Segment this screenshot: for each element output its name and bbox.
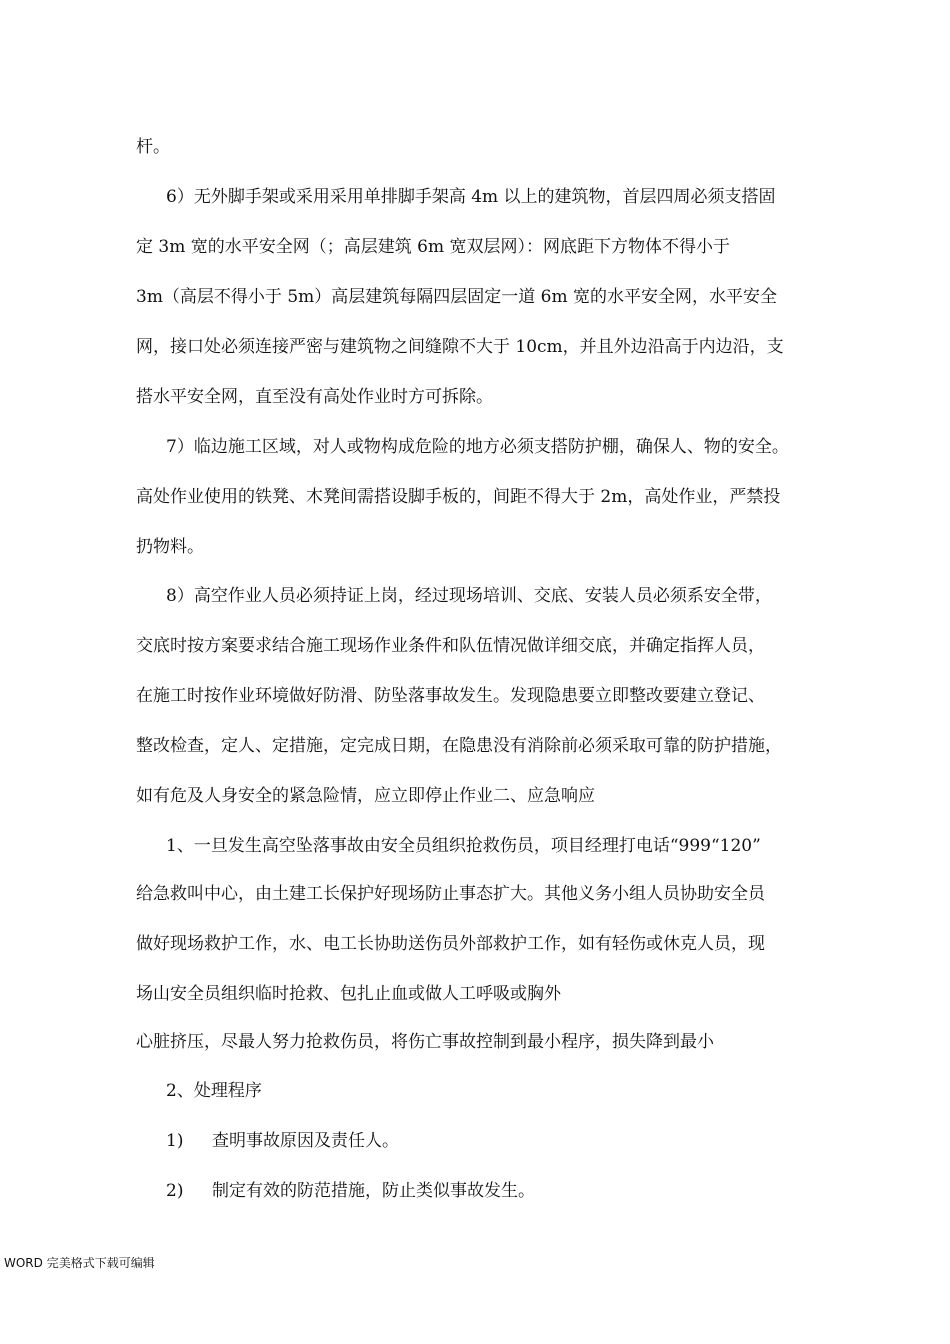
paragraph-line: 3m（高层不得小于 5m）高层建筑每隔四层固定一道 6m 宽的水平安全网，水平安全: [136, 287, 778, 307]
paragraph-line: 心脏挤压，尽最人努力抢救伤员，将伤亡事故控制到最小程序，损失降到最小: [136, 1032, 714, 1052]
paragraph-line: 如有危及人身安全的紧急险情，应立即停止作业二、应急响应: [136, 786, 595, 806]
paragraph-line: 扔物料。: [136, 537, 204, 557]
section-heading: 2、处理程序: [166, 1081, 262, 1101]
list-item-text: 制定有效的防范措施，防止类似事故发生。: [212, 1181, 535, 1201]
list-item-number: 2): [166, 1181, 184, 1201]
paragraph-line: 场山安全员组织临时抢救、包扎止血或做人工呼吸或胸外: [136, 984, 561, 1004]
paragraph-line: 杆。: [136, 137, 170, 157]
paragraph-line: 网，接口处必须连接严密与建筑物之间缝隙不大于 10cm，并且外边沿高于内边沿，支: [136, 337, 784, 357]
paragraph-line: 搭水平安全网，直至没有高处作业时方可拆除。: [136, 387, 493, 407]
paragraph-line: 在施工时按作业环境做好防滑、防坠落事故发生。发现隐患要立即整改要建立登记、: [136, 686, 765, 706]
list-item-text: 查明事故原因及责任人。: [212, 1131, 399, 1151]
paragraph-line: 7）临边施工区域，对人或物构成危险的地方必须支搭防护棚，确保人、物的安全。: [166, 437, 789, 457]
paragraph-line: 6）无外脚手架或采用采用单排脚手架高 4m 以上的建筑物，首层四周必须支搭固: [166, 187, 776, 207]
paragraph-line: 交底时按方案要求结合施工现场作业条件和队伍情况做详细交底，并确定指挥人员，: [136, 636, 765, 656]
paragraph-line: 定 3m 宽的水平安全网（；高层建筑 6m 宽双层网）：网底距下方物体不得小于: [136, 237, 730, 257]
list-item-number: 1): [166, 1131, 184, 1151]
paragraph-line: 8）高空作业人员必须持证上岗，经过现场培训、交底、安装人员必须系安全带，: [166, 586, 772, 606]
paragraph-line: 给急救叫中心，由土建工长保护好现场防止事态扩大。其他义务小组人员协助安全员: [136, 884, 765, 904]
paragraph-line: 1、一旦发生高空坠落事故由安全员组织抢救伤员，项目经理打电话“999“120”: [166, 836, 761, 856]
page-footer: WORD 完美格式下载可编辑: [4, 1256, 155, 1270]
paragraph-line: 整改检查，定人、定措施，定完成日期，在隐患没有消除前必须采取可靠的防护措施，: [136, 736, 782, 756]
paragraph-line: 高处作业使用的铁凳、木凳间需搭设脚手板的，间距不得大于 2m，高处作业，严禁投: [136, 487, 781, 507]
paragraph-line: 做好现场救护工作，水、电工长协助送伤员外部救护工作，如有轻伤或休克人员，现: [136, 934, 765, 954]
